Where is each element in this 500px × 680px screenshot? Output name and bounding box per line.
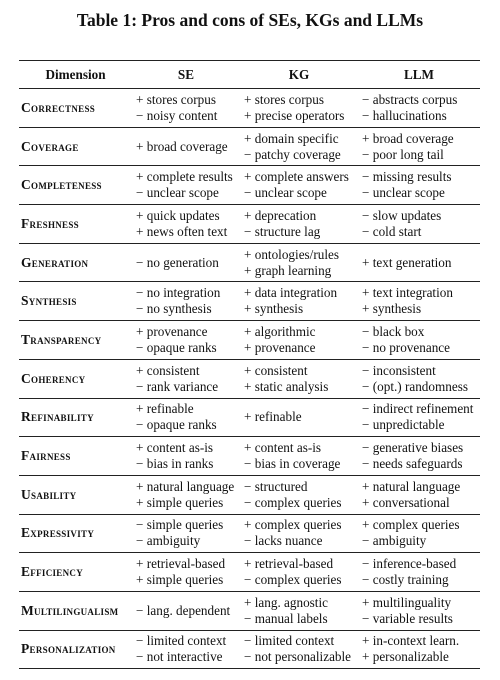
llm-cell	[358, 166, 480, 205]
kg-cell	[240, 243, 358, 282]
llm-cell-line: − costly training	[362, 572, 449, 588]
se-cell	[132, 127, 240, 166]
se-cell	[132, 630, 240, 669]
kg-cell-line: + refinable	[244, 409, 302, 425]
kg-cell	[240, 514, 358, 553]
llm-cell-line: − variable results	[362, 610, 453, 626]
kg-cell-line: − structure lag	[244, 223, 321, 239]
table-header	[19, 61, 480, 89]
kg-cell-line: + complex queries	[244, 517, 342, 533]
llm-cell-line: − inference-based	[362, 556, 457, 572]
llm-cell-line: + complex queries	[362, 517, 460, 533]
llm-cell-line: − unclear scope	[362, 185, 445, 201]
table-row	[19, 89, 480, 128]
dimension-cell: Correctness	[21, 99, 96, 115]
se-cell-line: + quick updates	[136, 207, 220, 223]
kg-cell-line: + synthesis	[244, 301, 304, 317]
llm-cell-line: − inconsistent	[362, 362, 436, 378]
header-llm: LLM	[358, 61, 480, 89]
kg-cell-line: + complete answers	[244, 169, 349, 185]
kg-cell	[240, 89, 358, 128]
kg-cell-line: + lang. agnostic	[244, 594, 328, 610]
llm-cell-line: + in-context learn.	[362, 633, 460, 649]
se-cell-line: − opaque ranks	[136, 339, 217, 355]
dimension-cell: Refinability	[21, 409, 94, 425]
table-row	[19, 591, 480, 630]
se-cell	[132, 437, 240, 476]
llm-cell	[358, 127, 480, 166]
table-row	[19, 321, 480, 360]
table-row	[19, 437, 480, 476]
se-cell	[132, 166, 240, 205]
se-cell	[132, 359, 240, 398]
kg-cell	[240, 166, 358, 205]
se-cell	[132, 398, 240, 437]
dimension-cell: Completeness	[21, 177, 102, 193]
se-cell-line: + content as-is	[136, 440, 214, 456]
table-row	[19, 166, 480, 205]
header-row	[19, 61, 480, 89]
se-cell-line: − ambiguity	[136, 533, 201, 549]
llm-cell-line: − cold start	[362, 223, 422, 239]
kg-cell	[240, 475, 358, 514]
kg-cell	[240, 321, 358, 360]
table-row	[19, 243, 480, 282]
pros-cons-table	[19, 60, 480, 669]
kg-cell	[240, 282, 358, 321]
llm-cell	[358, 475, 480, 514]
llm-cell-line: − poor long tail	[362, 146, 444, 162]
llm-cell-line: + natural language	[362, 478, 461, 494]
llm-cell-line: − slow updates	[362, 207, 442, 223]
llm-cell-line: + broad coverage	[362, 130, 454, 146]
llm-cell	[358, 359, 480, 398]
dimension-cell: Coherency	[21, 370, 86, 386]
se-cell-line: − noisy content	[136, 107, 218, 123]
kg-cell	[240, 205, 358, 244]
table-row	[19, 553, 480, 592]
se-cell-line: + stores corpus	[136, 91, 216, 107]
table-row	[19, 475, 480, 514]
kg-cell-line: − complex queries	[244, 494, 342, 510]
se-cell-line: + consistent	[136, 362, 200, 378]
table-row	[19, 282, 480, 321]
kg-cell-line: + retrieval-based	[244, 556, 334, 572]
se-cell	[132, 514, 240, 553]
se-cell	[132, 321, 240, 360]
se-cell-line: − unclear scope	[136, 185, 219, 201]
kg-cell-line: − lacks nuance	[244, 533, 323, 549]
llm-cell-line: − unpredictable	[362, 417, 445, 433]
llm-cell	[358, 89, 480, 128]
kg-cell-line: + static analysis	[244, 378, 329, 394]
kg-cell	[240, 359, 358, 398]
kg-cell-line: + provenance	[244, 339, 316, 355]
kg-cell-line: + data integration	[244, 285, 338, 301]
header-se: SE	[132, 61, 240, 89]
llm-cell-line: + text generation	[362, 254, 452, 270]
llm-cell-line: − indirect refinement	[362, 401, 474, 417]
llm-cell-line: + synthesis	[362, 301, 422, 317]
dimension-cell: Transparency	[21, 331, 102, 347]
dimension-cell: Efficiency	[21, 564, 84, 580]
dimension-cell: Generation	[21, 254, 89, 270]
llm-cell-line: − needs safeguards	[362, 456, 463, 472]
table-row	[19, 205, 480, 244]
dimension-cell: Expressivity	[21, 525, 95, 541]
llm-cell-line: − no provenance	[362, 339, 450, 355]
se-cell	[132, 205, 240, 244]
se-cell-line: + complete results	[136, 169, 233, 185]
table-row	[19, 127, 480, 166]
se-cell-line: − rank variance	[136, 378, 219, 394]
se-cell-line: − no generation	[136, 254, 219, 270]
se-cell	[132, 591, 240, 630]
dimension-cell: Freshness	[21, 215, 79, 231]
dimension-cell: Personalization	[21, 641, 116, 657]
se-cell	[132, 243, 240, 282]
llm-cell	[358, 591, 480, 630]
llm-cell-line: − missing results	[362, 169, 452, 185]
header-kg: KG	[240, 61, 358, 89]
llm-cell	[358, 243, 480, 282]
se-cell-line: + retrieval-based	[136, 556, 226, 572]
llm-cell-line: − generative biases	[362, 440, 464, 456]
llm-cell-line: + text integration	[362, 285, 453, 301]
llm-cell	[358, 205, 480, 244]
table-body	[19, 89, 480, 669]
header-dimension: Dimension	[19, 61, 132, 89]
llm-cell-line: − ambiguity	[362, 533, 427, 549]
dimension-cell: Synthesis	[21, 293, 77, 309]
llm-cell-line: + multilinguality	[362, 594, 452, 610]
se-cell-line: − simple queries	[136, 517, 224, 533]
se-cell	[132, 553, 240, 592]
kg-cell	[240, 398, 358, 437]
kg-cell-line: − patchy coverage	[244, 146, 341, 162]
kg-cell	[240, 127, 358, 166]
kg-cell-line: − complex queries	[244, 572, 342, 588]
kg-cell-line: − structured	[244, 478, 308, 494]
se-cell-line: − no integration	[136, 285, 221, 301]
kg-cell-line: + stores corpus	[244, 91, 324, 107]
llm-cell-line: + conversational	[362, 494, 450, 510]
se-cell	[132, 475, 240, 514]
kg-cell-line: + content as-is	[244, 440, 322, 456]
se-cell-line: − no synthesis	[136, 301, 212, 317]
se-cell-line: + broad coverage	[136, 138, 228, 154]
se-cell	[132, 282, 240, 321]
se-cell	[132, 89, 240, 128]
se-cell-line: + news often text	[136, 223, 228, 239]
table-row	[19, 398, 480, 437]
se-cell-line: − not interactive	[136, 649, 223, 665]
table-row	[19, 630, 480, 669]
se-cell-line: − bias in ranks	[136, 456, 214, 472]
se-cell-line: + provenance	[136, 323, 208, 339]
llm-cell	[358, 514, 480, 553]
kg-cell-line: − bias in coverage	[244, 456, 341, 472]
dimension-cell: Multilingualism	[21, 602, 119, 618]
llm-cell-line: + personalizable	[362, 649, 449, 665]
kg-cell-line: + deprecation	[244, 207, 317, 223]
dimension-cell: Coverage	[21, 138, 79, 154]
kg-cell-line: − manual labels	[244, 610, 328, 626]
se-cell-line: + simple queries	[136, 572, 224, 588]
se-cell-line: − lang. dependent	[136, 602, 231, 618]
llm-cell-line: − black box	[362, 323, 425, 339]
table-caption: Table 1: Pros and cons of SEs, KGs and LLMs	[76, 10, 424, 30]
kg-cell-line: + precise operators	[244, 107, 345, 123]
table-row	[19, 514, 480, 553]
kg-cell	[240, 630, 358, 669]
llm-cell-line: − (opt.) randomness	[362, 378, 468, 394]
kg-cell-line: + graph learning	[244, 262, 332, 278]
llm-cell-line: − abstracts corpus	[362, 91, 458, 107]
kg-cell-line: − unclear scope	[244, 185, 327, 201]
kg-cell-line: + domain specific	[244, 130, 339, 146]
llm-cell-line: − hallucinations	[362, 107, 447, 123]
se-cell-line: − opaque ranks	[136, 417, 217, 433]
llm-cell	[358, 630, 480, 669]
llm-cell	[358, 282, 480, 321]
se-cell-line: + refinable	[136, 401, 194, 417]
llm-cell	[358, 437, 480, 476]
kg-cell-line: − not personalizable	[244, 649, 352, 665]
kg-cell-line: + algorithmic	[244, 323, 316, 339]
kg-cell-line: + ontologies/rules	[244, 246, 339, 262]
kg-cell-line: + consistent	[244, 362, 308, 378]
kg-cell	[240, 553, 358, 592]
kg-cell	[240, 437, 358, 476]
se-cell-line: + simple queries	[136, 494, 224, 510]
kg-cell-line: − limited context	[244, 633, 335, 649]
llm-cell	[358, 321, 480, 360]
table-row	[19, 359, 480, 398]
llm-cell	[358, 553, 480, 592]
llm-cell	[358, 398, 480, 437]
dimension-cell: Fairness	[21, 448, 71, 464]
se-cell-line: + natural language	[136, 478, 235, 494]
se-cell-line: − limited context	[136, 633, 227, 649]
kg-cell	[240, 591, 358, 630]
dimension-cell: Usability	[21, 486, 77, 502]
